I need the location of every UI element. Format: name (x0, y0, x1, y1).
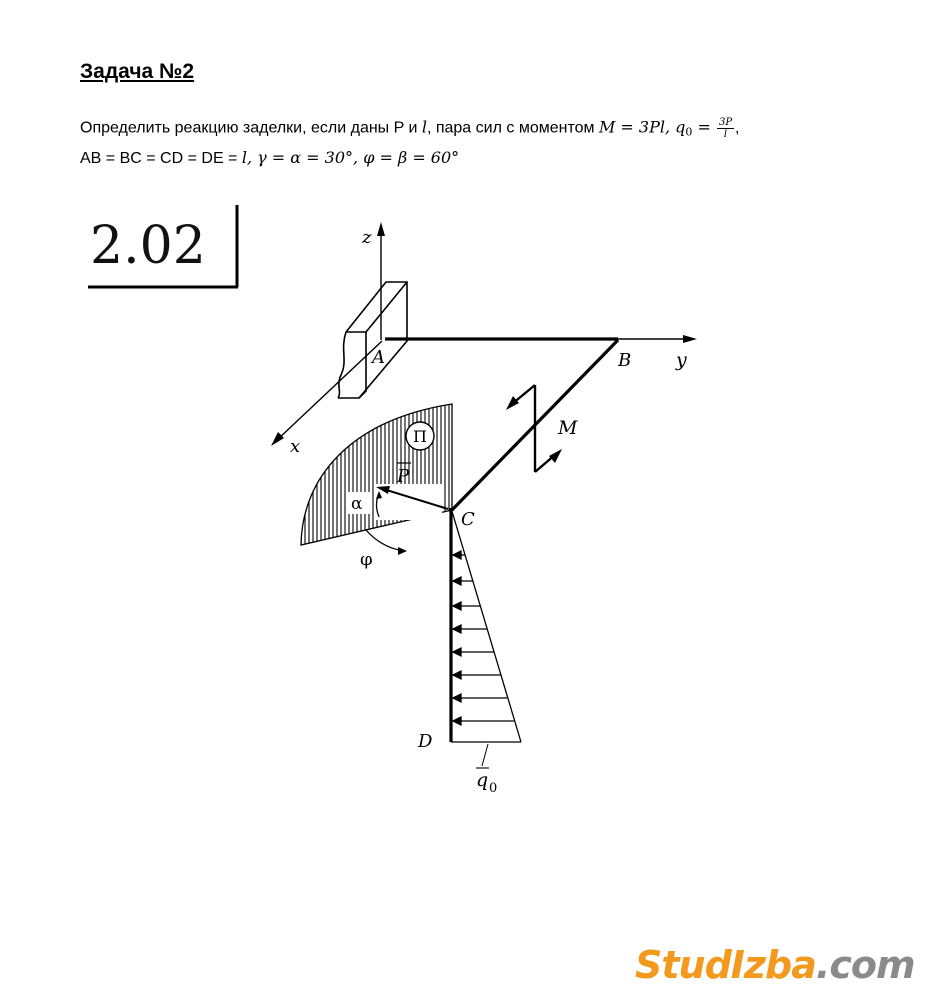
fraction-denominator: l (723, 129, 728, 140)
logo-part-2: .com (815, 943, 915, 987)
z-axis-arrow (377, 222, 385, 236)
studizba-logo (635, 943, 915, 987)
plane-label: П (413, 427, 427, 446)
point-D-label: D (418, 731, 433, 752)
moment-arrow-top (506, 396, 519, 410)
figure-number: 2.02 (90, 216, 206, 276)
q-label: q (476, 769, 489, 791)
logo-part-1: StudIzba (635, 943, 816, 987)
phi-label: φ (360, 549, 373, 570)
moment-arrow-bottom (549, 449, 562, 463)
q-leader-line (482, 744, 488, 766)
moment-label: M (558, 417, 578, 439)
moment-couple (512, 385, 556, 472)
statement-text-1: Определить реакцию заделки, если даны P и (80, 119, 422, 137)
q-subscript-label: 0 (489, 781, 498, 796)
equals-sign: = (692, 117, 716, 137)
y-axis-arrow (683, 335, 697, 343)
statement-text-2: , пара сил с моментом (426, 119, 599, 137)
distributed-load (451, 508, 521, 742)
point-C-label: C (461, 509, 475, 530)
length-symbol: l (421, 117, 427, 137)
segments-text: AB = BC = CD = DE = (80, 150, 242, 167)
comma: , (735, 119, 740, 137)
y-label: y (676, 349, 687, 371)
fraction-numerator: 3P (718, 117, 733, 128)
moment-formula: M = 3Pl, q (598, 117, 686, 137)
x-axis-arrow (271, 432, 284, 446)
z-label: z (362, 227, 372, 248)
force-P-label: P (397, 466, 410, 487)
point-B-label: B (618, 350, 632, 371)
q-subscript: 0 (685, 125, 693, 139)
phi-arrow (398, 547, 407, 555)
x-label: x (290, 436, 301, 457)
length-symbol-2: l (241, 148, 247, 167)
angles-formula: , γ = α = 30°, φ = β = 60° (246, 148, 460, 167)
task-title: Задача №2 (80, 60, 195, 83)
point-A-label: A (372, 347, 385, 368)
alpha-label: α (351, 494, 363, 514)
